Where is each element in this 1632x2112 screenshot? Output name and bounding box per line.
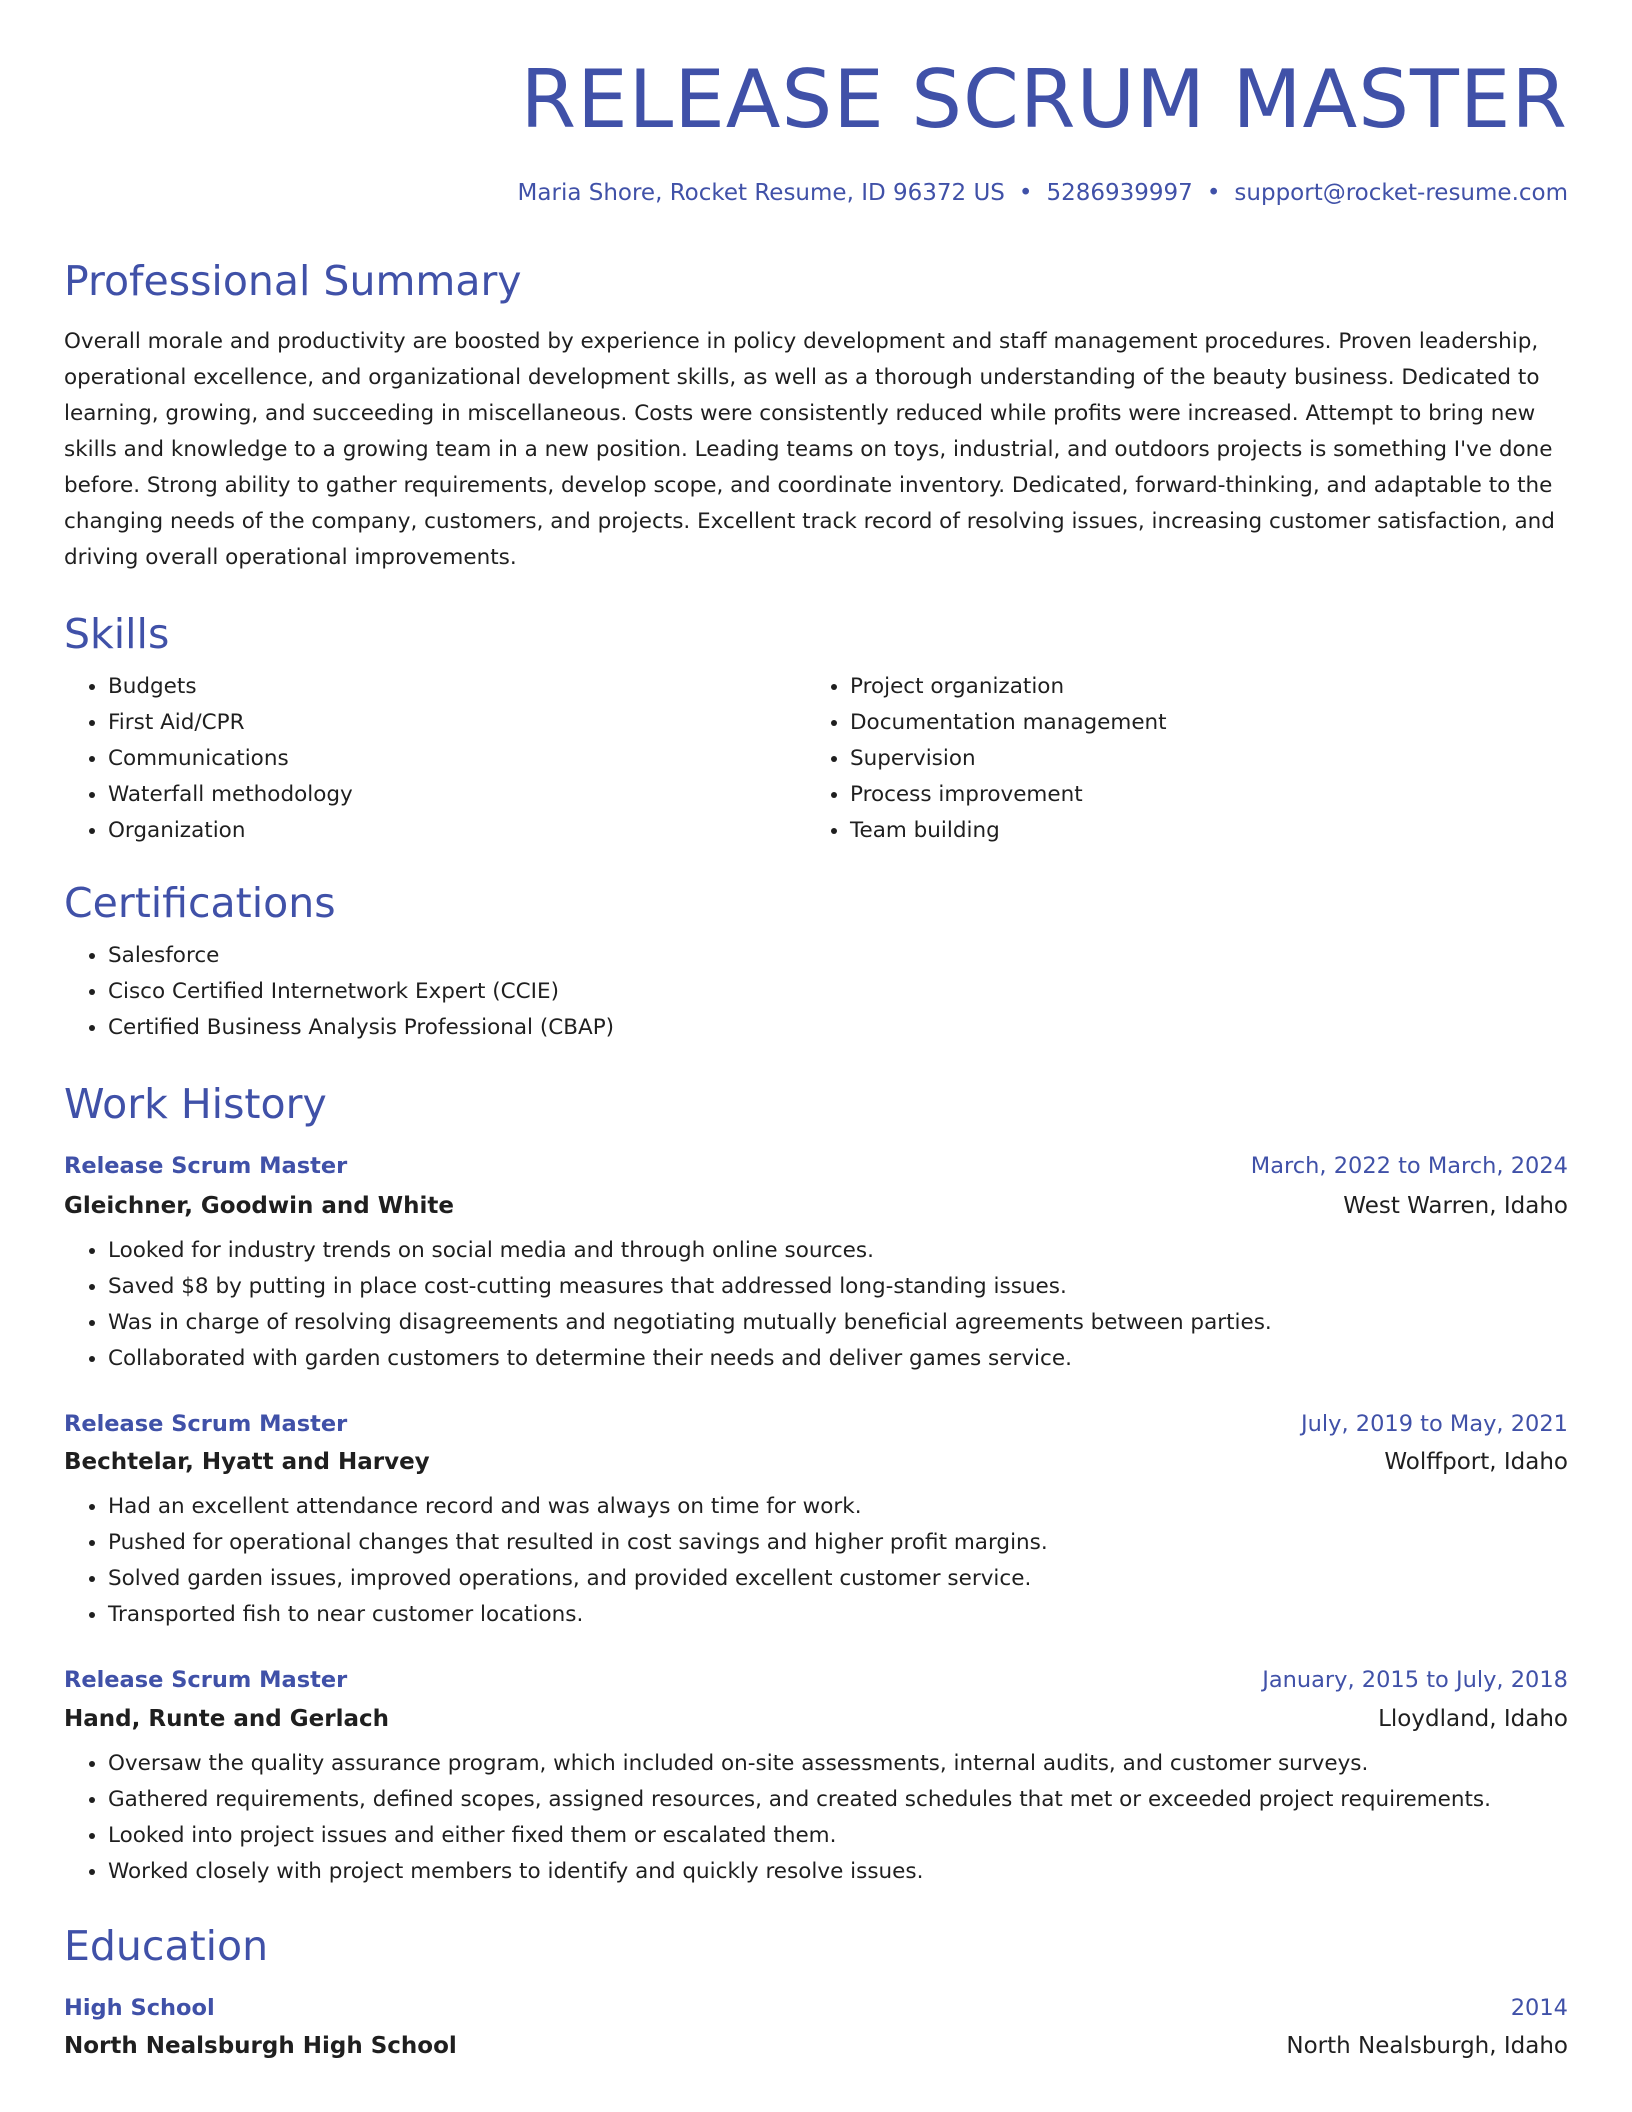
skills-list bbox=[64, 669, 1568, 849]
education-year: 2014 bbox=[1510, 1994, 1568, 2021]
job-bullet: • Pushed for operational changes that resulted in cost savings and higher profit margins. bbox=[108, 1525, 1568, 1561]
job-bullet: • Looked into project issues and either fixed them or escalated them. bbox=[108, 1818, 1568, 1854]
job-bullet: • Collaborated with garden customers to determine their needs and deliver games service. bbox=[108, 1341, 1568, 1377]
contact-line bbox=[64, 182, 1568, 205]
contact-separator: • bbox=[1206, 180, 1221, 206]
certification-item: • Cisco Certified Internetwork Expert (CCIE) bbox=[108, 974, 1568, 1010]
contact-address: Maria Shore, Rocket Resume, ID 96372 US bbox=[517, 180, 1005, 206]
skill-item: • Documentation management bbox=[850, 705, 1568, 741]
education-heading: Education bbox=[64, 1921, 269, 1970]
job-bullet: • Was in charge of resolving disagreements and negotiating mutually beneficial agreements between parties. bbox=[108, 1305, 1568, 1341]
job-location: Lloydland, Idaho bbox=[1378, 1705, 1568, 1732]
job-bullets bbox=[64, 1489, 1568, 1633]
skill-item: • First Aid/CPR bbox=[108, 705, 806, 741]
certification-item: • Certified Business Analysis Professional (CBAP) bbox=[108, 1010, 1568, 1046]
resume-title: RELEASE SCRUM MASTER bbox=[520, 53, 1568, 146]
contact-email: support@rocket-resume.com bbox=[1234, 180, 1568, 206]
job-bullet: • Worked closely with project members to identify and quickly resolve issues. bbox=[108, 1854, 1568, 1890]
job-title: Release Scrum Master bbox=[64, 1410, 348, 1437]
skills-column-left bbox=[64, 669, 806, 849]
skill-item: • Waterfall methodology bbox=[108, 777, 806, 813]
certifications-list bbox=[64, 938, 1568, 1046]
job-location: West Warren, Idaho bbox=[1343, 1192, 1568, 1219]
skill-item: • Budgets bbox=[108, 669, 806, 705]
job-title: Release Scrum Master bbox=[64, 1667, 348, 1693]
education-header bbox=[64, 1994, 1568, 2021]
skills-column-right bbox=[806, 669, 1568, 849]
job-dates: March, 2022 to March, 2024 bbox=[1250, 1153, 1568, 1179]
job-location: Wolffport, Idaho bbox=[1384, 1449, 1568, 1475]
job-bullet: • Solved garden issues, improved operations, and provided excellent customer service. bbox=[108, 1561, 1568, 1597]
job-bullets bbox=[64, 1746, 1568, 1890]
skill-item: • Project organization bbox=[850, 669, 1568, 705]
skill-item: • Team building bbox=[850, 813, 1568, 849]
skill-item: • Communications bbox=[108, 741, 806, 777]
job-bullet: • Gathered requirements, defined scopes, assigned resources, and created schedules that met or exceeded project requirements. bbox=[108, 1782, 1568, 1818]
job-bullet: • Had an excellent attendance record and was always on time for work. bbox=[108, 1489, 1568, 1525]
job-company: Hand, Runte and Gerlach bbox=[64, 1705, 390, 1732]
job-entry bbox=[64, 1410, 1568, 1634]
job-bullet: • Oversaw the quality assurance program, which included on-site assessments, internal audits, and customer surveys. bbox=[108, 1746, 1568, 1782]
skill-item: • Supervision bbox=[850, 741, 1568, 777]
job-title: Release Scrum Master bbox=[64, 1153, 348, 1179]
job-bullet: • Transported fish to near customer locations. bbox=[108, 1597, 1568, 1633]
job-subheader bbox=[64, 1451, 1568, 1474]
job-entry bbox=[64, 1669, 1568, 1890]
job-entry bbox=[64, 1155, 1568, 1377]
summary-heading: Professional Summary bbox=[64, 257, 522, 305]
contact-separator: • bbox=[1018, 180, 1033, 206]
education-subheader bbox=[64, 2035, 1568, 2058]
certification-item: • Salesforce bbox=[108, 938, 1568, 974]
education-location: North Nealsburgh, Idaho bbox=[1286, 2033, 1568, 2059]
work-history-heading: Work History bbox=[64, 1080, 327, 1128]
education-degree: High School bbox=[64, 1994, 215, 2021]
job-header bbox=[64, 1669, 1568, 1692]
contact-phone: 5286939997 bbox=[1046, 180, 1193, 206]
skills-heading: Skills bbox=[64, 610, 170, 658]
job-dates: January, 2015 to July, 2018 bbox=[1262, 1667, 1568, 1693]
job-company: Gleichner, Goodwin and White bbox=[64, 1192, 454, 1219]
job-bullets bbox=[64, 1233, 1568, 1377]
summary-text: Overall morale and productivity are boosted by experience in policy development and staff management procedures. Proven leadership, operational excellence, and organizational development skills, as well as a thorough understanding of the beauty business. Dedicated to learning, growing, and succeeding in miscellaneous. Costs were consistently reduced while profits were increased. Attempt to bring new skills and knowledge to a growing team in a new position. Leading teams on toys, industrial, and outdoors projects is something I've done before. Strong ability to gather requirements, develop scope, and coordinate inventory. Dedicated, forward-thinking, and adaptable to the changing needs of the company, customers, and projects. Excellent track record of resolving issues, increasing customer satisfaction, and driving overall operational improvements. bbox=[64, 329, 1555, 570]
job-bullet: • Looked for industry trends on social media and through online sources. bbox=[108, 1233, 1568, 1269]
job-subheader bbox=[64, 1192, 1568, 1219]
job-dates: July, 2019 to May, 2021 bbox=[1300, 1410, 1568, 1437]
job-company: Bechtelar, Hyatt and Harvey bbox=[64, 1449, 430, 1475]
job-bullet: • Saved $8 by putting in place cost-cutting measures that addressed long-standing issues. bbox=[108, 1269, 1568, 1305]
skill-item: • Organization bbox=[108, 813, 806, 849]
skill-item: • Process improvement bbox=[850, 777, 1568, 813]
job-header bbox=[64, 1155, 1568, 1178]
job-header bbox=[64, 1410, 1568, 1437]
certifications-heading: Certifications bbox=[64, 879, 336, 927]
education-entry bbox=[64, 1994, 1568, 2059]
job-subheader bbox=[64, 1705, 1568, 1732]
education-school: North Nealsburgh High School bbox=[64, 2033, 457, 2059]
